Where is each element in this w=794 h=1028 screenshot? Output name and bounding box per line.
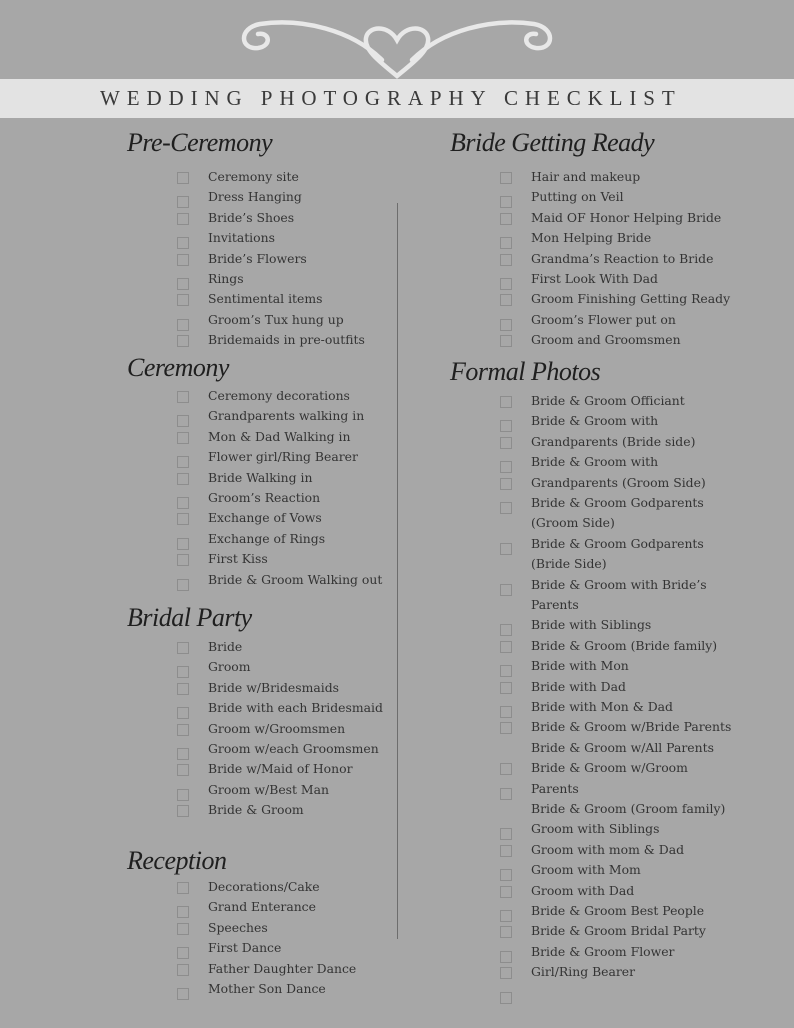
checklist-item-label: Bride & Groom Walking out <box>208 571 383 587</box>
checkbox[interactable] <box>177 432 189 444</box>
checklist-item-label: Bride with Dad <box>531 678 626 694</box>
checklist-item-label: Groom w/each Groomsmen <box>208 741 379 756</box>
checklist-item-label: First Look With Dad <box>531 271 658 286</box>
checklist-item-label: Groom w/Groomsmen <box>208 720 346 736</box>
checklist-item-label: Ceremony site <box>208 169 299 184</box>
checklist-item-label: Grandparents (Bride side) <box>531 433 696 449</box>
checkbox[interactable] <box>177 513 189 525</box>
checklist-item-label: Putting on Veil <box>531 189 624 205</box>
checkbox[interactable] <box>177 294 189 306</box>
checkbox[interactable] <box>500 196 512 208</box>
checkbox[interactable] <box>500 869 512 881</box>
checkbox[interactable] <box>500 845 512 857</box>
checklist-item-label: (Groom Side) <box>531 515 615 531</box>
checklist-item-label: Decorations/Cake <box>208 879 320 894</box>
checkbox[interactable] <box>500 992 512 1004</box>
checkbox[interactable] <box>177 335 189 347</box>
checklist-item-label: Grand Enterance <box>208 899 316 915</box>
checkbox[interactable] <box>500 294 512 306</box>
checklist-item-label: Bride & Groom Officiant <box>531 393 685 408</box>
checklist-item-label: Flower girl/Ring Bearer <box>208 449 358 465</box>
checkbox[interactable] <box>500 788 512 800</box>
checklist-item-label: Groom <box>208 659 251 675</box>
checklist-item-label: Rings <box>208 271 244 286</box>
checkbox[interactable] <box>177 237 189 249</box>
checklist-item-label: Bride & Groom w/Groom <box>531 760 688 776</box>
checkbox[interactable] <box>177 391 189 403</box>
checkbox[interactable] <box>177 473 189 485</box>
section-heading: Bridal Party <box>127 603 252 632</box>
checkbox[interactable] <box>500 624 512 636</box>
checklist-item-label: Parents <box>531 597 579 612</box>
checklist-item-label: Hair and makeup <box>531 169 641 184</box>
checklist-item-label: Mon Helping Bride <box>531 230 652 246</box>
checkbox[interactable] <box>500 543 512 555</box>
checklist-item-label: Exchange of Vows <box>208 510 322 526</box>
section-heading: Ceremony <box>127 353 229 382</box>
checkbox[interactable] <box>177 278 189 290</box>
checklist-item-label: Bride & Groom with Bride’s <box>531 576 707 592</box>
checkbox[interactable] <box>177 748 189 760</box>
checklist-item-label: (Bride Side) <box>531 556 607 572</box>
checklist-item-label: Bride & Groom (Bride family) <box>531 637 718 653</box>
checkbox[interactable] <box>177 538 189 550</box>
checkbox[interactable] <box>500 682 512 694</box>
checklist-item-label: First Kiss <box>208 551 268 567</box>
checkbox[interactable] <box>177 497 189 509</box>
checklist-item-label: Maid OF Honor Helping Bride <box>531 209 722 225</box>
checklist-item-label: Grandma’s Reaction to Bride <box>531 250 714 266</box>
checklist-item-label: Mother Son Dance <box>208 981 326 996</box>
checkbox[interactable] <box>500 319 512 331</box>
checkbox[interactable] <box>500 910 512 922</box>
checklist-item-label: Bride with Siblings <box>531 617 652 633</box>
checklist-item-label: Groom with Dad <box>531 882 635 898</box>
checkbox[interactable] <box>177 988 189 1000</box>
checkbox[interactable] <box>500 278 512 290</box>
checkbox[interactable] <box>177 964 189 976</box>
checkbox[interactable] <box>500 478 512 490</box>
checklist-item-label: Bride & Groom with <box>531 413 659 429</box>
checkbox[interactable] <box>500 254 512 266</box>
checklist-item-label: Dress Hanging <box>208 189 302 205</box>
checklist-item-label: Mon & Dad Walking in <box>208 428 351 444</box>
page-title: WEDDING PHOTOGRAPHY CHECKLIST <box>100 86 682 110</box>
checkbox[interactable] <box>177 554 189 566</box>
checklist-item-label: Ceremony decorations <box>208 388 350 403</box>
checkbox[interactable] <box>177 947 189 959</box>
checkbox[interactable] <box>500 213 512 225</box>
checkbox[interactable] <box>177 172 189 184</box>
checkbox[interactable] <box>500 828 512 840</box>
checkbox[interactable] <box>177 642 189 654</box>
checklist-item-label: Bride & Groom Godparents <box>531 535 704 551</box>
checklist-item-label: Groom with mom & Dad <box>531 841 685 857</box>
checklist-item-label: Groom’s Flower put on <box>531 311 676 327</box>
checkbox[interactable] <box>177 196 189 208</box>
checklist-item-label: Sentimental items <box>208 291 323 307</box>
checklist-item-label: Bride Walking in <box>208 469 313 485</box>
heart-scroll-ornament-icon <box>232 14 562 80</box>
section-heading: Formal Photos <box>450 357 601 386</box>
checkbox[interactable] <box>500 951 512 963</box>
checklist-item-label: Bride & Groom (Groom family) <box>531 801 726 816</box>
checkbox[interactable] <box>177 906 189 918</box>
checkbox[interactable] <box>500 926 512 938</box>
checkbox[interactable] <box>177 683 189 695</box>
checkbox[interactable] <box>177 923 189 935</box>
checklist-item-label: Bride & Groom <box>208 802 304 818</box>
checkbox[interactable] <box>500 584 512 596</box>
checklist-item-label: Bride with each Bridesmaid <box>208 700 383 716</box>
checklist-item-label: Father Daughter Dance <box>208 960 357 976</box>
checkbox[interactable] <box>500 706 512 718</box>
checkbox[interactable] <box>177 882 189 894</box>
column-divider <box>397 203 398 939</box>
checkbox[interactable] <box>177 319 189 331</box>
checkbox[interactable] <box>177 456 189 468</box>
checklist-item-label: Groom and Groomsmen <box>531 332 681 348</box>
section-heading: Bride Getting Ready <box>450 128 655 157</box>
checklist-item-label: Groom with Siblings <box>531 821 660 837</box>
checklist-item-label: Bride <box>208 639 243 654</box>
checkbox[interactable] <box>500 237 512 249</box>
checklist-item-label: Bride’s Flowers <box>208 250 307 266</box>
checkbox[interactable] <box>177 666 189 678</box>
checkbox[interactable] <box>177 789 189 801</box>
checklist-item-label: Bride & Groom Bridal Party <box>531 923 706 939</box>
checklist-item-label: Parents <box>531 780 579 796</box>
checkbox[interactable] <box>500 641 512 653</box>
checkbox[interactable] <box>177 764 189 776</box>
checkbox[interactable] <box>500 763 512 775</box>
checklist-item-label: Groom Finishing Getting Ready <box>531 291 731 307</box>
checkbox[interactable] <box>500 396 512 408</box>
checklist-item-label: Bride w/Bridesmaids <box>208 679 339 695</box>
checklist-item-label: Bride w/Maid of Honor <box>208 761 353 777</box>
checkbox[interactable] <box>177 415 189 427</box>
checklist-item-label: Bride & Groom w/Bride Parents <box>531 719 732 735</box>
checklist-item-label: Bride & Groom w/All Parents <box>531 739 714 755</box>
checklist-item-label: Exchange of Rings <box>208 530 326 546</box>
checklist-item-label: Bride with Mon <box>531 658 629 674</box>
checkbox[interactable] <box>500 420 512 432</box>
checkbox[interactable] <box>500 172 512 184</box>
checkbox[interactable] <box>500 502 512 514</box>
section-heading: Reception <box>127 846 227 875</box>
checklist-item-label: Groom’s Tux hung up <box>208 311 344 327</box>
checklist-item-label: Bride & Groom with <box>531 454 659 470</box>
checklist-item-label: Invitations <box>208 230 275 246</box>
checklist-item-label: Bride & Groom Godparents <box>531 495 704 510</box>
checkbox[interactable] <box>500 437 512 449</box>
checklist-item-label: Bride’s Shoes <box>208 209 295 225</box>
checkbox[interactable] <box>177 707 189 719</box>
checkbox[interactable] <box>500 886 512 898</box>
checklist-item-label: Bride & Groom Best People <box>531 903 705 918</box>
checklist-item-label: Groom’s Reaction <box>208 490 321 505</box>
checklist-item-label: Speeches <box>208 919 268 935</box>
checkbox[interactable] <box>177 805 189 817</box>
checkbox[interactable] <box>500 722 512 734</box>
checklist-item-label: Grandparents (Groom Side) <box>531 474 706 490</box>
checklist-item-label: Bridemaids in pre-outfits <box>208 332 365 348</box>
checklist-item-label: Girl/Ring Bearer <box>531 964 636 980</box>
checklist-item-label: Grandparents walking in <box>208 408 365 424</box>
checklist-item-label: Bride with Mon & Dad <box>531 699 673 714</box>
checkbox[interactable] <box>177 254 189 266</box>
checklist-item-label: First Dance <box>208 940 282 956</box>
checklist-item-label: Groom with Mom <box>531 862 641 878</box>
checkbox[interactable] <box>177 213 189 225</box>
checklist-item-label: Groom w/Best Man <box>208 781 329 797</box>
checklist-item-label: Bride & Groom Flower <box>531 943 675 959</box>
checkbox[interactable] <box>500 967 512 979</box>
section-heading: Pre-Ceremony <box>127 128 273 157</box>
checkbox[interactable] <box>500 461 512 473</box>
checkbox[interactable] <box>500 665 512 677</box>
checkbox[interactable] <box>177 724 189 736</box>
checkbox[interactable] <box>177 579 189 591</box>
checkbox[interactable] <box>500 335 512 347</box>
